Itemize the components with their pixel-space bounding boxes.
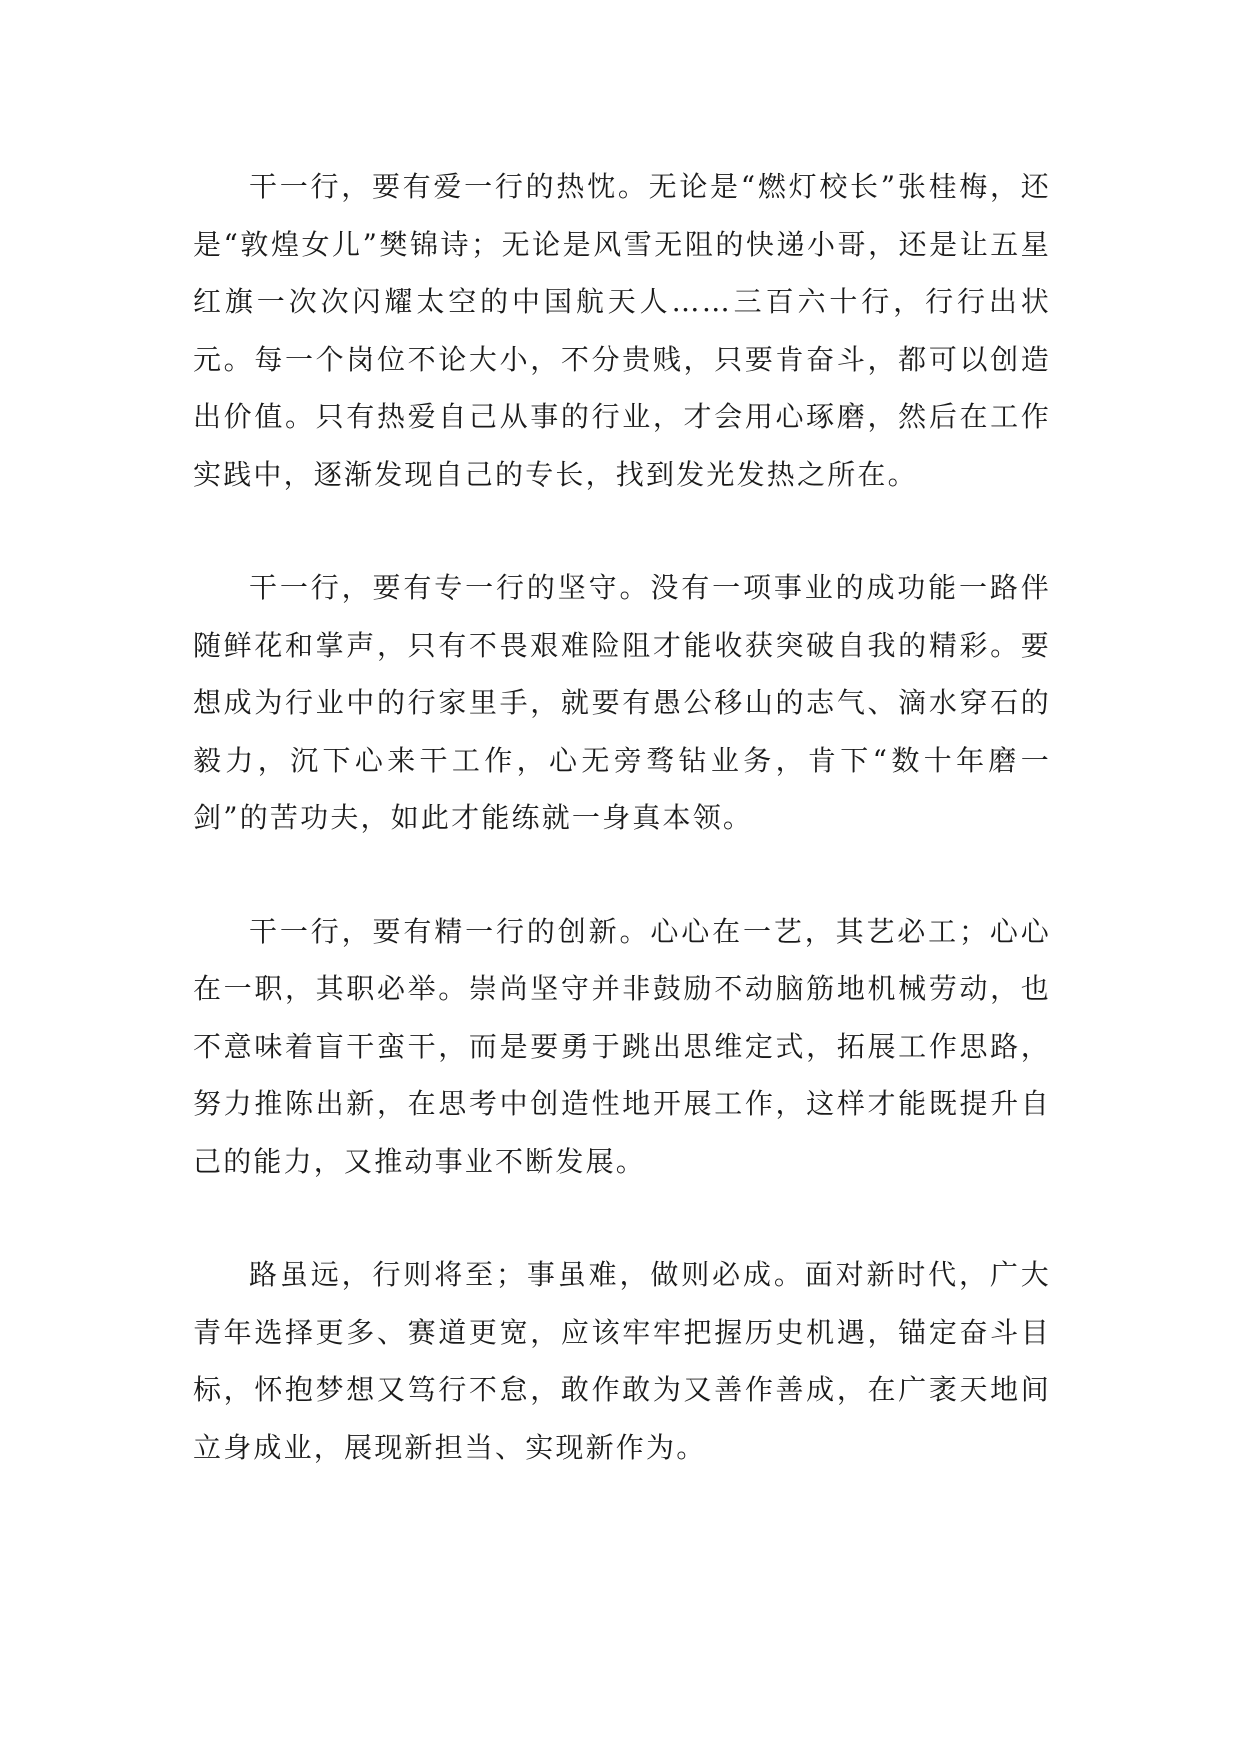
paragraph-conclusion: 路虽远，行则将至；事虽难，做则必成。面对新时代，广大青年选择更多、赛道更宽，应该牢牢把握历史机遇，锚定奋斗目标，怀抱梦想又笃行不怠，敢作敢为又善作善成，在广袤天地间立身成业，展现新担当、实现新作为。 [193, 1258, 1051, 1464]
paragraph-passion: 干一行，要有爱一行的热忱。无论是“燃灯校长”张桂梅，还是“敦煌女儿”樊锦诗；无论是风雪无阻的快递小哥，还是让五星红旗一次次闪耀太空的中国航天人……三百六十行，行行出状元。每一个岗位不论大小，不分贵贱，只要肯奋斗，都可以创造出价值。只有热爱自己从事的行业，才会用心琢磨，然后在工作实践中，逐渐发现自己的专长，找到发光发热之所在。 [193, 170, 1051, 491]
paragraph-innovation: 干一行，要有精一行的创新。心心在一艺，其艺必工；心心在一职，其职必举。崇尚坚守并非鼓励不动脑筋地机械劳动，也不意味着盲干蛮干，而是要勇于跳出思维定式，拓展工作思路，努力推陈出新，在思考中创造性地开展工作，这样才能既提升自己的能力，又推动事业不断发展。 [193, 914, 1051, 1178]
document-body [193, 158, 1051, 1476]
paragraph-perseverance: 干一行，要有专一行的坚守。没有一项事业的成功能一路伴随鲜花和掌声，只有不畏艰难险阻才能收获突破自我的精彩。要想成为行业中的行家里手，就要有愚公移山的志气、滴水穿石的毅力，沉下心来干工作，心无旁骛钻业务，肯下“数十年磨一剑”的苦功夫，如此才能练就一身真本领。 [193, 571, 1051, 834]
